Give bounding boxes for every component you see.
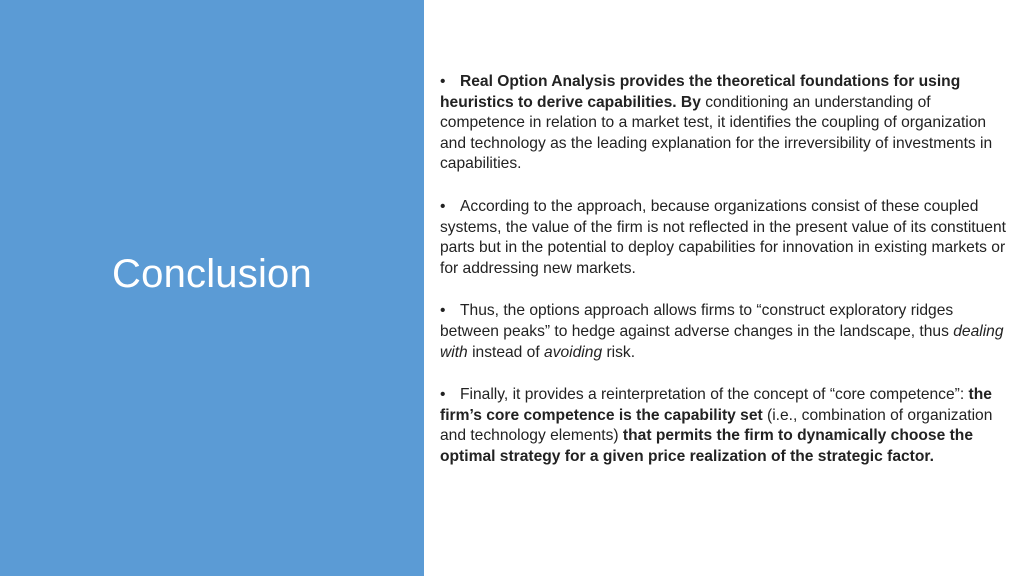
bullet-item <box>440 72 1006 175</box>
bullet-text-bold: that permits the firm to dynamically choose the optimal strategy for a given price realization of the strategic factor. <box>440 427 973 465</box>
bullet-text-italic: dealing with <box>440 322 1004 361</box>
bullet-marker: • <box>440 302 446 320</box>
bullet-text: (i.e., combination of organization and technology elements) <box>440 406 993 445</box>
bullet-item <box>440 385 1006 467</box>
bullet-item <box>440 301 1006 363</box>
bullet-text: conditioning an understanding of competence in relation to a market test, it identifies the coupling of organization and technology as the leading explanation for the irreversibility of investments in capabilities. <box>440 93 993 173</box>
title-panel <box>0 0 424 576</box>
bullet-text: Finally, it provides a reinterpretation of the concept of “core competence”: <box>460 386 969 404</box>
bullet-text-italic: avoiding <box>544 343 603 361</box>
bullet-text: Thus, the options approach allows firms to “construct exploratory ridges between peaks” to hedge against adverse changes in the landscape, thus <box>440 302 954 340</box>
bullet-text-bold: the firm’s core competence is the capability set <box>440 386 992 424</box>
bullet-list <box>440 72 1006 490</box>
bullet-marker: • <box>440 386 446 404</box>
bullet-text: instead of <box>467 343 545 361</box>
bullet-marker: • <box>440 197 446 215</box>
slide-title: Conclusion <box>112 252 312 296</box>
bullet-text-bold: Real Option Analysis provides the theoretical foundations for using heuristics to derive capabilities. By <box>440 73 961 111</box>
bullet-text: risk. <box>602 343 636 361</box>
bullet-item <box>440 197 1006 279</box>
bullet-marker: • <box>440 73 446 90</box>
bullet-text: According to the approach, because organizations consist of these coupled systems, the value of the firm is not reflected in the present value of its constituent parts but in the potential to deploy capabilities for innovation in existing markets or for addressing new markets. <box>440 197 1006 277</box>
